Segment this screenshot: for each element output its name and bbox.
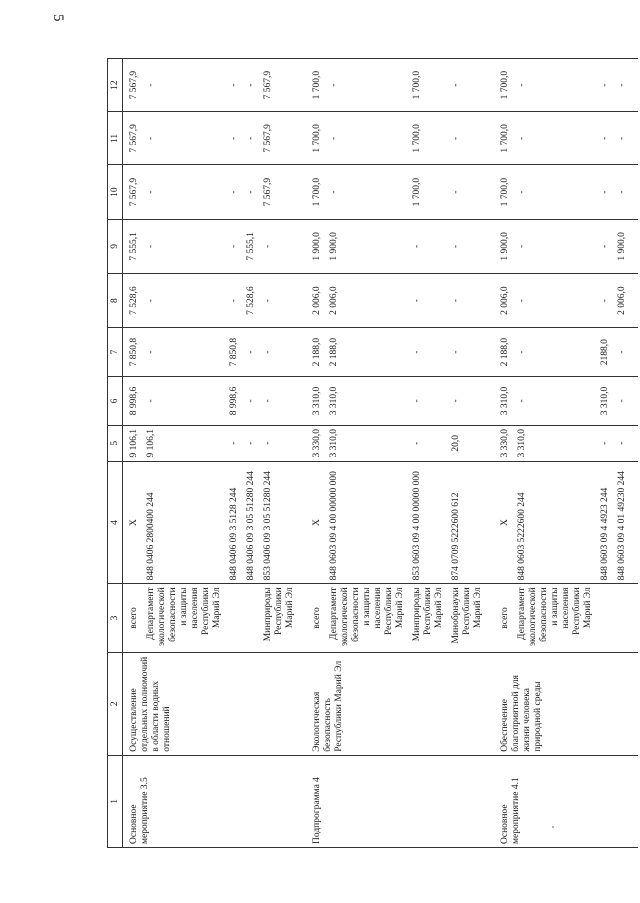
program-id-cell: Основное мероприятие 3.5 xyxy=(123,755,307,847)
amount-cell: - xyxy=(244,328,261,377)
amount-cell: - xyxy=(615,328,638,377)
amount-cell: 2 006,0 xyxy=(615,273,638,327)
amount-cell: 2188,0 xyxy=(598,328,615,377)
amount-cell: 1 700,0 xyxy=(410,112,449,165)
amount-cell: - xyxy=(515,59,598,112)
amount-cell: - xyxy=(410,425,449,461)
amount-cell: 7 528,6 xyxy=(244,273,261,327)
amount-cell: - xyxy=(449,328,494,377)
page-number: 5 xyxy=(50,14,66,22)
column-header: 1 xyxy=(108,755,123,847)
executor-cell: Минобрнауки Республики Марий Эл xyxy=(449,584,494,652)
amount-cell: - xyxy=(410,377,449,426)
amount-cell: 20,0 xyxy=(449,425,494,461)
amount-cell: 1 700,0 xyxy=(494,112,515,165)
amount-cell: 3 330,0 xyxy=(306,425,327,461)
amount-cell: 1 900,0 xyxy=(494,219,515,273)
amount-cell: - xyxy=(410,273,449,327)
amount-cell: 7 555,1 xyxy=(244,219,261,273)
amount-cell: - xyxy=(244,165,261,219)
amount-cell: 3 310,0 xyxy=(306,377,327,426)
budget-code-cell: 848 0406 2800400 244 xyxy=(144,461,227,584)
budget-code-cell: 853 0603 09 4 00 00000 000 xyxy=(410,461,449,584)
amount-cell: - xyxy=(515,273,598,327)
column-header: 6 xyxy=(108,377,123,426)
program-id-cell: Подпрограмма 4 xyxy=(306,755,494,847)
amount-cell: 1 700,0 xyxy=(410,59,449,112)
budget-code-cell: X xyxy=(123,461,145,584)
amount-cell: 7 567,9 xyxy=(123,112,145,165)
executor-cell: Минприроды Республики Марий Эл xyxy=(410,584,449,652)
budget-table xyxy=(107,58,638,848)
column-header: 3 xyxy=(108,584,123,652)
column-header: 8 xyxy=(108,273,123,327)
column-header: 10 xyxy=(108,165,123,219)
amount-cell: - xyxy=(515,112,598,165)
amount-cell: - xyxy=(144,165,227,219)
amount-cell: 8 998,6 xyxy=(123,377,145,426)
amount-cell: 3 310,0 xyxy=(515,425,598,461)
amount-cell: 9 106,1 xyxy=(144,425,227,461)
amount-cell: - xyxy=(598,425,615,461)
table-row xyxy=(306,59,327,848)
amount-cell: - xyxy=(227,165,244,219)
table-row xyxy=(123,59,145,848)
amount-cell: - xyxy=(327,59,410,112)
column-header: 12 xyxy=(108,59,123,112)
amount-cell: - xyxy=(598,219,615,273)
amount-cell: - xyxy=(598,59,615,112)
amount-cell: - xyxy=(615,112,638,165)
program-name-cell: Экологическая безопасность Республики Марий Эл xyxy=(306,652,494,755)
amount-cell: 7 567,9 xyxy=(123,165,145,219)
amount-cell: - xyxy=(449,219,494,273)
amount-cell: 1 700,0 xyxy=(410,165,449,219)
amount-cell: - xyxy=(227,219,244,273)
amount-cell: - xyxy=(144,273,227,327)
amount-cell: 9 106,1 xyxy=(123,425,145,461)
amount-cell: 2 188,0 xyxy=(306,328,327,377)
program-name-cell: Обеспечение благоприятной для жизни человека природной среды xyxy=(494,652,638,755)
amount-cell: 7 567,9 xyxy=(261,112,306,165)
amount-cell: - xyxy=(227,425,244,461)
amount-cell: 7 850,8 xyxy=(227,328,244,377)
amount-cell: 3 310,0 xyxy=(327,377,410,426)
amount-cell: 3 310,0 xyxy=(327,425,410,461)
amount-cell: 2 006,0 xyxy=(327,273,410,327)
amount-cell: - xyxy=(410,328,449,377)
budget-code-cell: 848 0406 09 3 05 51280 244 xyxy=(244,461,261,584)
amount-cell: 1 700,0 xyxy=(306,59,327,112)
budget-code-cell: 848 0603 09 4 01 49230 244 xyxy=(615,461,638,584)
amount-cell: - xyxy=(449,112,494,165)
amount-cell: - xyxy=(144,377,227,426)
amount-cell: - xyxy=(227,59,244,112)
amount-cell: - xyxy=(598,112,615,165)
amount-cell: 1 900,0 xyxy=(327,219,410,273)
amount-cell: 2 006,0 xyxy=(494,273,515,327)
amount-cell: 7 555,1 xyxy=(123,219,145,273)
executor-cell: всего xyxy=(494,584,515,652)
amount-cell: - xyxy=(515,328,598,377)
amount-cell: - xyxy=(244,112,261,165)
executor-cell xyxy=(227,584,244,652)
column-header: 4 xyxy=(108,461,123,584)
amount-cell: - xyxy=(261,377,306,426)
amount-cell: 7 567,9 xyxy=(261,59,306,112)
amount-cell: - xyxy=(449,165,494,219)
amount-cell: - xyxy=(410,219,449,273)
amount-cell: 1 700,0 xyxy=(494,59,515,112)
amount-cell: - xyxy=(261,219,306,273)
executor-cell: Департамент экологической безопасности и защиты населения Республики Марий Эл xyxy=(327,584,410,652)
amount-cell: 1 700,0 xyxy=(494,165,515,219)
executor-cell: всего xyxy=(123,584,145,652)
amount-cell: 1 900,0 xyxy=(306,219,327,273)
amount-cell: - xyxy=(327,165,410,219)
amount-cell: - xyxy=(615,377,638,426)
report-sheet xyxy=(107,58,627,848)
amount-cell: - xyxy=(244,377,261,426)
amount-cell: - xyxy=(244,425,261,461)
amount-cell: 1 700,0 xyxy=(306,112,327,165)
amount-cell: - xyxy=(261,425,306,461)
budget-code-cell: 848 0603 09 4 4923 244 xyxy=(598,461,615,584)
amount-cell: - xyxy=(449,273,494,327)
amount-cell: 3 330,0 xyxy=(494,425,515,461)
table-body xyxy=(123,59,639,848)
amount-cell: - xyxy=(327,112,410,165)
budget-code-cell: 848 0406 09 3 5128 244 xyxy=(227,461,244,584)
amount-cell: - xyxy=(144,112,227,165)
amount-cell: - xyxy=(144,328,227,377)
budget-code-cell: X xyxy=(494,461,515,584)
budget-code-cell: 848 0603 09 4 00 00000 000 xyxy=(327,461,410,584)
amount-cell: - xyxy=(261,328,306,377)
amount-cell: 1 900,0 xyxy=(615,219,638,273)
column-header: 7 xyxy=(108,328,123,377)
amount-cell: - xyxy=(227,273,244,327)
executor-cell: Департамент экологической безопасности и защиты населения Республики Марий Эл xyxy=(144,584,227,652)
header-row xyxy=(108,59,123,848)
amount-cell: - xyxy=(261,273,306,327)
amount-cell: - xyxy=(144,219,227,273)
executor-cell: всего xyxy=(306,584,327,652)
budget-code-cell: 853 0406 09 3 05 51280 244 xyxy=(261,461,306,584)
amount-cell: - xyxy=(615,425,638,461)
executor-cell xyxy=(598,584,615,652)
executor-cell xyxy=(615,584,638,652)
amount-cell: - xyxy=(615,165,638,219)
program-id-cell: Основное мероприятие 4.1 xyxy=(494,755,638,847)
amount-cell: 1 700,0 xyxy=(306,165,327,219)
amount-cell: - xyxy=(515,377,598,426)
column-header: 2 xyxy=(108,652,123,755)
program-name-cell: Осуществление отдельных полномочий в области водных отношений xyxy=(123,652,307,755)
amount-cell: - xyxy=(144,59,227,112)
budget-code-cell: 874 0709 5222600 612 xyxy=(449,461,494,584)
amount-cell: 7 528,6 xyxy=(123,273,145,327)
amount-cell: 3 310,0 xyxy=(598,377,615,426)
budget-code-cell: 848 0603 5222600 244 xyxy=(515,461,598,584)
amount-cell: - xyxy=(615,59,638,112)
amount-cell: - xyxy=(515,219,598,273)
executor-cell xyxy=(244,584,261,652)
column-header: 11 xyxy=(108,112,123,165)
table-row xyxy=(494,59,515,848)
amount-cell: 7 567,9 xyxy=(261,165,306,219)
amount-cell: - xyxy=(449,59,494,112)
amount-cell: 8 998,6 xyxy=(227,377,244,426)
amount-cell: 2 006,0 xyxy=(306,273,327,327)
column-header: 9 xyxy=(108,219,123,273)
amount-cell: - xyxy=(244,59,261,112)
scan-speck xyxy=(552,826,554,828)
executor-cell: Минприроды Республики Марий Эл xyxy=(261,584,306,652)
column-header: 5 xyxy=(108,425,123,461)
amount-cell: 7 850,8 xyxy=(123,328,145,377)
amount-cell: - xyxy=(515,165,598,219)
amount-cell: 7 567,9 xyxy=(123,59,145,112)
amount-cell: 3 310,0 xyxy=(494,377,515,426)
amount-cell: 2 188,0 xyxy=(494,328,515,377)
amount-cell: - xyxy=(598,273,615,327)
budget-code-cell: X xyxy=(306,461,327,584)
executor-cell: Департамент экологической безопасности и защиты населения Республики Марий Эл xyxy=(515,584,598,652)
amount-cell: - xyxy=(598,165,615,219)
amount-cell: 2 188,0 xyxy=(327,328,410,377)
amount-cell: - xyxy=(449,377,494,426)
amount-cell: - xyxy=(227,112,244,165)
